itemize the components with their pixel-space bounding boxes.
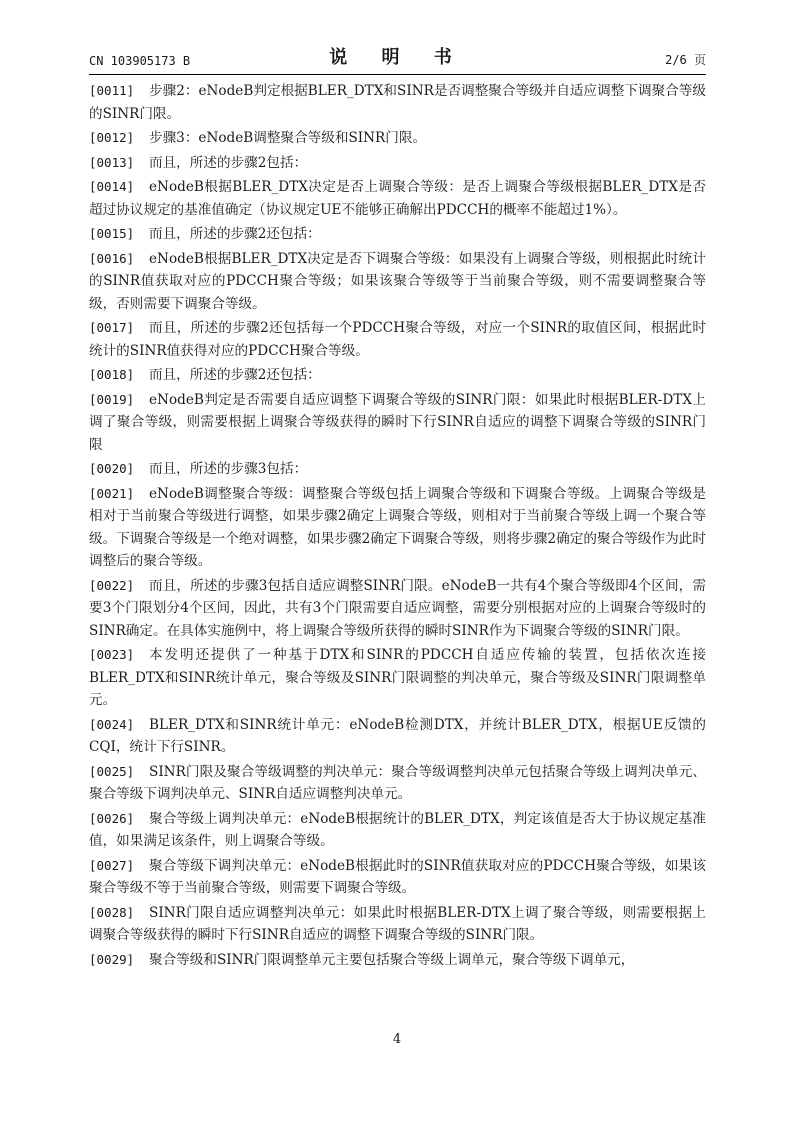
paragraph-number: [0027] bbox=[89, 857, 135, 873]
paragraph-0029 bbox=[89, 949, 706, 972]
paragraph-text: 而且，所述的步骤2还包括： bbox=[149, 367, 321, 383]
paragraph-text: 步骤2：eNodeB判定根据BLER_DTX和SINR是否调整聚合等级并自适应调整下调聚合等级的SINR门限。 bbox=[89, 83, 706, 122]
paragraph-0011 bbox=[89, 80, 706, 125]
paragraph-0014 bbox=[89, 176, 706, 221]
paragraph-number: [0017] bbox=[89, 320, 135, 335]
paragraph-0027 bbox=[89, 855, 706, 900]
paragraph-number: [0019] bbox=[89, 391, 135, 407]
paragraph-number: [0018] bbox=[89, 367, 135, 382]
paragraph-number: [0020] bbox=[89, 461, 135, 476]
header-divider bbox=[89, 74, 706, 75]
paragraph-text: 聚合等级和SINR门限调整单元主要包括聚合等级上调单元，聚合等级下调单元， bbox=[149, 951, 635, 968]
paragraph-text: 而且，所述的步骤3包括自适应调整SINR门限。eNodeB一共有4个聚合等级即4个区间，需要3个门限划分4个区间，因此，共有3个门限需要自适应调整，需要分别根据对应的上调聚合等级时的SINR确定。在具体实施例中，将上调聚合等级所获得的瞬时SINR作为下调聚合等级的SINR门限。 bbox=[89, 577, 706, 639]
paragraph-number: [0023] bbox=[89, 647, 135, 662]
paragraph-text: SINR门限自适应调整判决单元：如果此时根据BLER-DTX上调了聚合等级，则需要根据上调聚合等级获得的瞬时下行SINR自适应的调整下调聚合等级的SINR门限。 bbox=[89, 904, 706, 943]
description-body bbox=[89, 80, 706, 973]
paragraph-number: [0014] bbox=[89, 179, 135, 194]
paragraph-text: 本发明还提供了一种基于DTX和SINR的PDCCH自适应传输的装置，包括依次连接BLER_DTX和SINR统计单元，聚合等级及SINR门限调整的判决单元，聚合等级及SINR门限调整单元。 bbox=[89, 647, 706, 708]
paragraph-number: [0025] bbox=[89, 763, 135, 779]
paragraph-text: eNodeB判定是否需要自适应调整下调聚合等级的SINR门限：如果此时根据BLER-DTX上调了聚合等级，则需要根据上调聚合等级获得的瞬时下行SINR自适应的调整下调聚合等级的SINR门限 bbox=[89, 391, 706, 453]
patent-number: CN 103905173 B bbox=[89, 54, 191, 68]
paragraph-0016 bbox=[89, 248, 706, 316]
document-title: 说 明 书 bbox=[329, 47, 466, 68]
paragraph-0024 bbox=[89, 714, 706, 759]
paragraph-0025 bbox=[89, 761, 706, 806]
paragraph-number: [0022] bbox=[89, 577, 135, 593]
paragraph-number: [0026] bbox=[89, 810, 135, 826]
paragraph-text: BLER_DTX和SINR统计单元：eNodeB检测DTX，并统计BLER_DTX，根据UE反馈的CQI，统计下行SINR。 bbox=[89, 716, 706, 755]
paragraph-number: [0012] bbox=[89, 130, 135, 145]
page-indicator: 2/6 页 bbox=[665, 53, 706, 67]
paragraph-text: eNodeB调整聚合等级：调整聚合等级包括上调聚合等级和下调聚合等级。上调聚合等级是相对于当前聚合等级进行调整，如果步骤2确定上调聚合等级，则相对于当前聚合等级上调一个聚合等级。下调聚合等级是一个绝对调整，如果步骤2确定下调聚合等级，则将步骤2确定的聚合等级作为此时调整后的聚合等级。 bbox=[89, 485, 706, 569]
paragraph-0023 bbox=[89, 644, 706, 712]
paragraph-number: [0011] bbox=[89, 83, 135, 98]
paragraph-text: 步骤3：eNodeB调整聚合等级和SINR门限。 bbox=[149, 130, 427, 146]
paragraph-0018 bbox=[89, 364, 706, 387]
paragraph-number: [0029] bbox=[89, 951, 135, 967]
paragraph-0022 bbox=[89, 575, 706, 643]
paragraph-number: [0028] bbox=[89, 904, 135, 920]
paragraph-0015 bbox=[89, 223, 706, 246]
paragraph-0017 bbox=[89, 317, 706, 362]
page-header bbox=[89, 44, 706, 72]
paragraph-0026 bbox=[89, 808, 706, 853]
paragraph-text: eNodeB根据BLER_DTX决定是否上调聚合等级：是否上调聚合等级根据BLER_DTX是否超过协议规定的基准值确定（协议规定UE不能够正确解出PDCCH的概率不能超过1%）。 bbox=[89, 179, 706, 218]
paragraph-0019 bbox=[89, 389, 706, 457]
paragraph-text: SINR门限及聚合等级调整的判决单元：聚合等级调整判决单元包括聚合等级上调判决单元、聚合等级下调判决单元、SINR自适应调整判决单元。 bbox=[89, 763, 706, 802]
paragraph-text: 而且，所述的步骤2还包括每一个PDCCH聚合等级，对应一个SINR的取值区间，根据此时统计的SINR值获得对应的PDCCH聚合等级。 bbox=[89, 320, 706, 359]
paragraph-number: [0024] bbox=[89, 716, 135, 732]
paragraph-text: 聚合等级上调判决单元：eNodeB根据统计的BLER_DTX，判定该值是否大于协议规定基准值，如果满足该条件，则上调聚合等级。 bbox=[89, 810, 706, 849]
paragraph-text: 而且，所述的步骤3包括： bbox=[149, 461, 308, 477]
paragraph-text: eNodeB根据BLER_DTX决定是否下调聚合等级：如果没有上调聚合等级，则根据此时统计的SINR值获取对应的PDCCH聚合等级；如果该聚合等级等于当前聚合等级，则不需要调整聚合等级，否则需要下调聚合等级。 bbox=[89, 250, 706, 312]
paragraph-0028 bbox=[89, 902, 706, 947]
paragraph-text: 而且，所述的步骤2包括： bbox=[149, 154, 308, 171]
paragraph-number: [0016] bbox=[89, 250, 135, 266]
paragraph-text: 而且，所述的步骤2还包括： bbox=[149, 226, 321, 242]
paragraph-0020 bbox=[89, 458, 706, 481]
page-number: 4 bbox=[392, 1032, 402, 1047]
paragraph-0013 bbox=[89, 152, 706, 175]
paragraph-number: [0021] bbox=[89, 485, 135, 501]
paragraph-0012 bbox=[89, 127, 706, 150]
paragraph-number: [0015] bbox=[89, 226, 135, 241]
paragraph-0021 bbox=[89, 483, 706, 573]
paragraph-text: 聚合等级下调判决单元：eNodeB根据此时的SINR值获取对应的PDCCH聚合等级，如果该聚合等级不等于当前聚合等级，则需要下调聚合等级。 bbox=[89, 857, 706, 896]
paragraph-number: [0013] bbox=[89, 154, 135, 170]
